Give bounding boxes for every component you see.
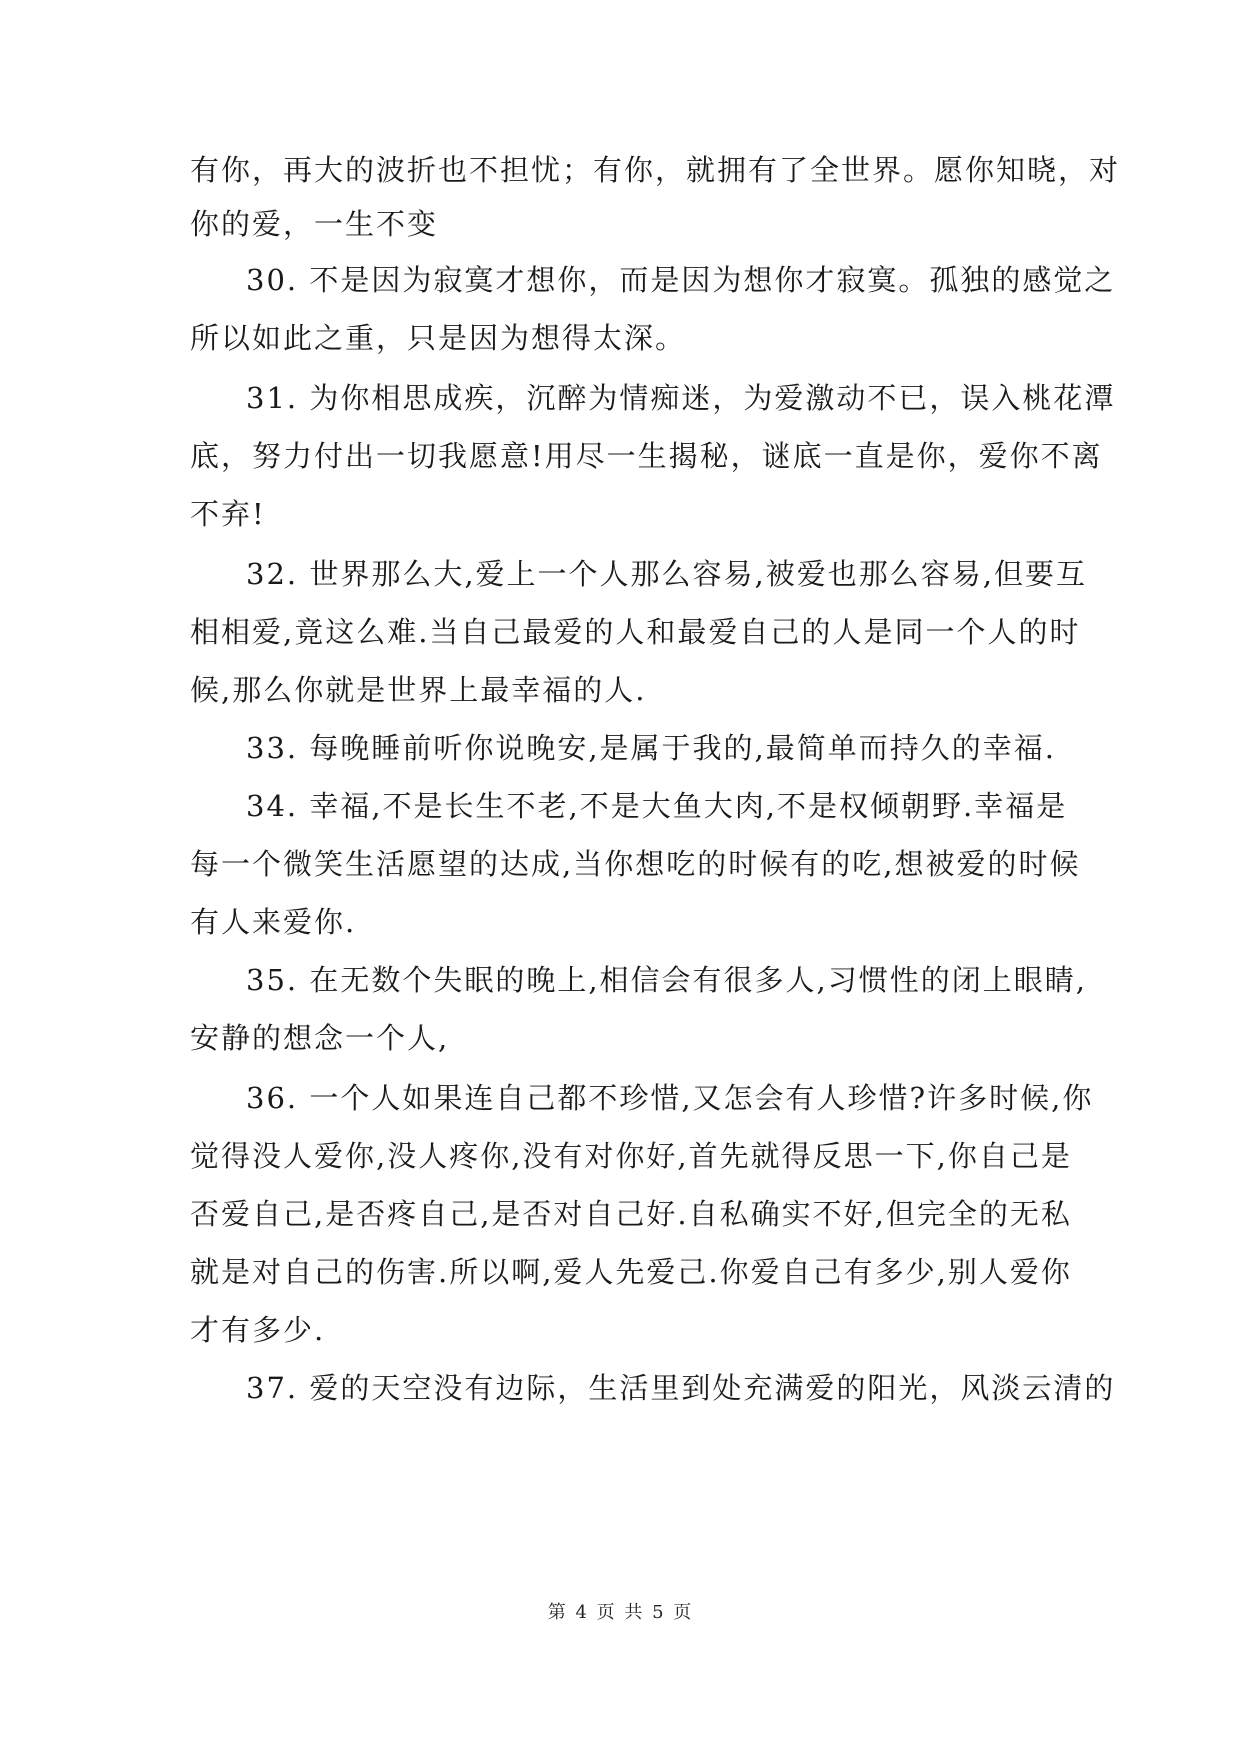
text-line: 否爱自己,是否疼自己,是否对自己好.自私确实不好,但完全的无私	[190, 1197, 1072, 1231]
paragraph-31-line: 31. 为你相思成疾，沉醉为情痴迷，为爱激动不已，误入桃花潭	[246, 381, 1116, 415]
text-line: 才有多少.	[190, 1313, 326, 1347]
text-line: 安静的想念一个人,	[190, 1021, 450, 1055]
text-line: 就是对自己的伤害.所以啊,爱人先爱己.你爱自己有多少,别人爱你	[190, 1255, 1072, 1289]
paragraph-30-line: 30. 不是因为寂寞才想你，而是因为想你才寂寞。孤独的感觉之	[246, 263, 1116, 297]
paragraph-34-line: 34. 幸福,不是长生不老,不是大鱼大肉,不是权倾朝野.幸福是	[246, 789, 1068, 823]
paragraph-33-line: 33. 每晚睡前听你说晚安,是属于我的,最简单而持久的幸福.	[246, 731, 1056, 765]
paragraph-36-line: 36. 一个人如果连自己都不珍惜,又怎会有人珍惜?许多时候,你	[246, 1081, 1094, 1115]
text-line: 所以如此之重，只是因为想得太深。	[190, 321, 687, 355]
text-line: 相相爱,竟这么难.当自己最爱的人和最爱自己的人是同一个人的时	[190, 615, 1081, 649]
page-footer	[0, 1602, 1241, 1624]
text-line: 底，努力付出一切我愿意!用尽一生揭秘，谜底一直是你，爱你不离	[190, 439, 1103, 473]
text-line: 你的爱，一生不变	[190, 207, 439, 241]
page-number: 第 4 页 共 5 页	[547, 1602, 694, 1623]
text-line: 不弃!	[190, 497, 266, 531]
text-line: 每一个微笑生活愿望的达成,当你想吃的时候有的吃,想被爱的时候	[190, 847, 1081, 881]
text-line: 有你，再大的波折也不担忧；有你，就拥有了全世界。愿你知晓，对	[190, 153, 1121, 187]
paragraph-32-line: 32. 世界那么大,爱上一个人那么容易,被爱也那么容易,但要互	[246, 557, 1087, 591]
text-line: 觉得没人爱你,没人疼你,没有对你好,首先就得反思一下,你自己是	[190, 1139, 1072, 1173]
paragraph-35-line: 35. 在无数个失眠的晚上,相信会有很多人,习惯性的闭上眼睛,	[246, 963, 1087, 997]
text-line: 候,那么你就是世界上最幸福的人.	[190, 673, 647, 707]
paragraph-37-line: 37. 爱的天空没有边际，生活里到处充满爱的阳光，风淡云清的	[246, 1371, 1116, 1405]
text-line: 有人来爱你.	[190, 905, 357, 939]
